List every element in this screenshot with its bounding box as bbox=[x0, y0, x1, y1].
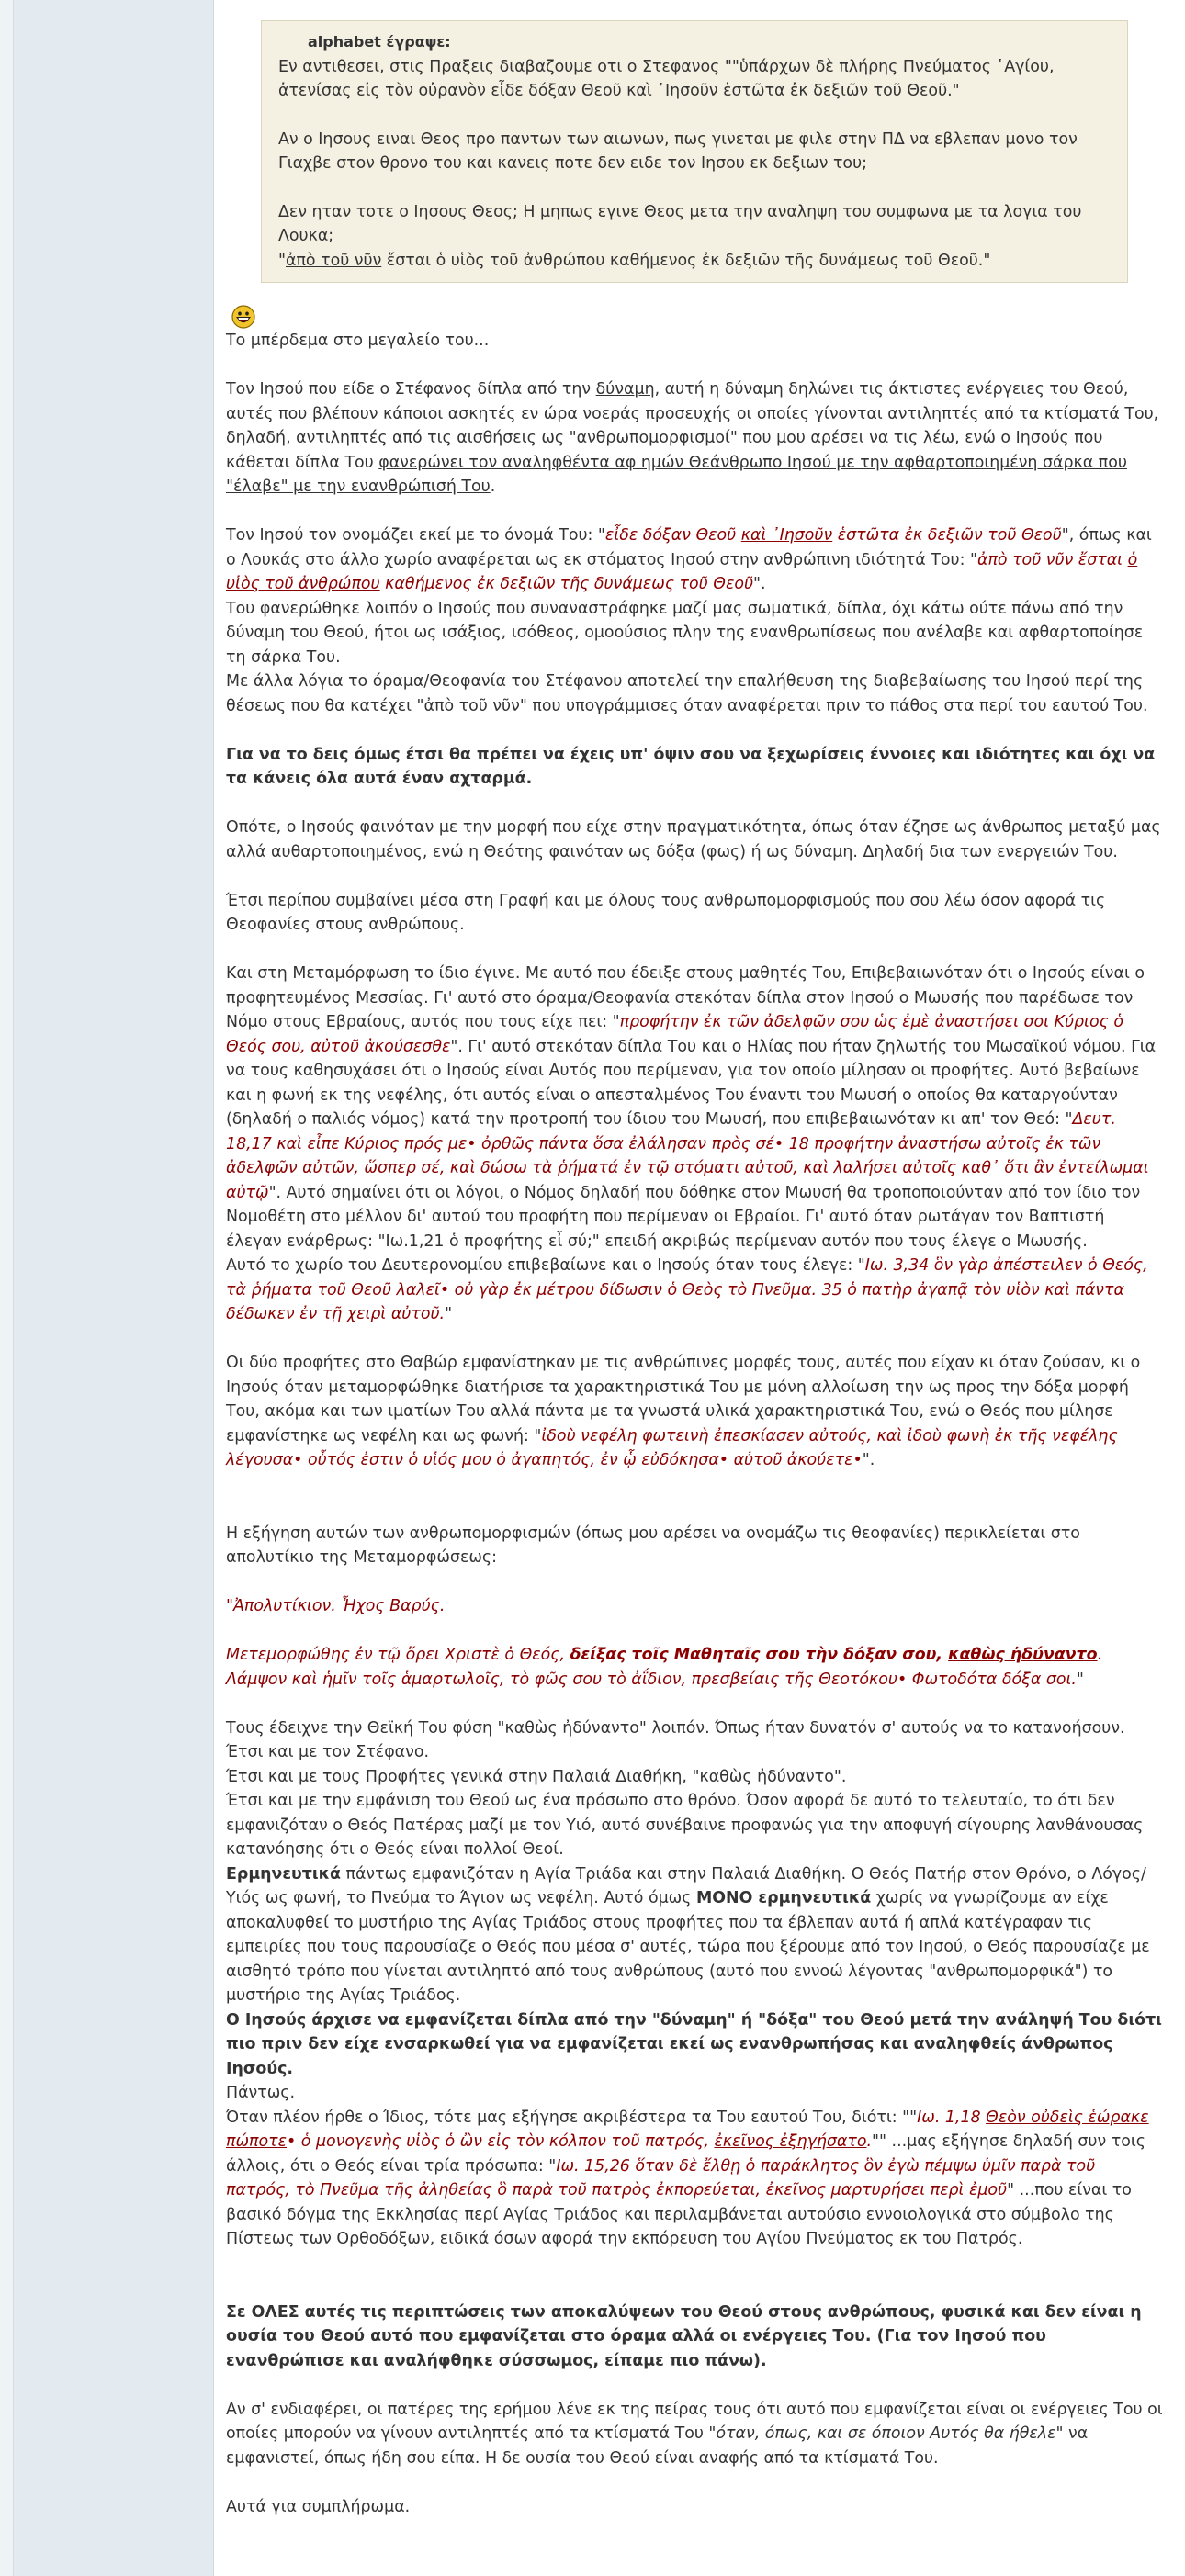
post-paragraph-13: Σε ΟΛΕΣ αυτές τις περιπτώσεις των αποκαλύψεων του Θεού στους ανθρώπους, φυσικά και δεν είναι η ουσία του Θεού αυτό που εμφανίζεται στο όραμα αλλά οι ενέργειες Του. (Για τον Ιησού που ενανθρώπισε και αναλήφθηκε σύσσωμος, είπαμε πιο πάνω). bbox=[226, 2302, 1142, 2370]
ekeinos-exigisato-link[interactable]: ἐκεῖνος ἐξηγήσατο bbox=[714, 2132, 867, 2151]
post-paragraph-2: Τον Ιησού που είδε ο Στέφανος δίπλα από την δύναμη, αυτή η δύναμη δηλώνει τις άκτιστες ενέργειες του Θεού, αυτές που βλέπουν κάποιοι ασκητές εν ώρα νοεράς προσευχής οι οποίες γίνονται αντιληπτές από τα κτίσματά Του, δηλαδή, αντιληπτές από τις αισθήσεις ως "ανθρωπομορφισμοί" που μου αρέσει να τις λέω, ενώ ο Ιησούς που κάθεται δίπλα Του φανερώνει τον αναληφθέντα αφ ημών Θεάνθρωπο Ιησού με την αφθαρτοποιημένη σάρκα που "έλαβε" με την ενανθρώπισή Του. bbox=[226, 380, 1159, 496]
post-paragraph-4: Για να το δεις όμως έτσι θα πρέπει να έχεις υπ' όψιν σου να ξεχωρίσεις έννοιες και ιδιότητες και όχι να τα κάνεις όλα αυτά έναν αχταρμά. bbox=[226, 745, 1156, 788]
post-paragraph-14: Αν σ' ενδιαφέρει, οι πατέρες της ερήμου λένε εκ της πείρας τους ότι αυτό που εμφανίζεται είναι οι ενέργειες Του οι οποίες μπορούν να γίνουν αντιληπτές από τα κτίσματά Του "όταν, όπως, και σε όποιον Αυτός θα ήθελε" να εμφανιστεί, όπως ήδη σου είπα. Η δε ουσία του Θεού είναι αναφής από τα κτίσματά Του. bbox=[226, 2400, 1163, 2468]
dynamis-link[interactable]: δύναμη bbox=[595, 380, 655, 399]
quote-box bbox=[261, 20, 1128, 283]
quote-paragraph-3: Δεν ηταν τοτε ο Ιησους Θεος; Η μηπως εγινε Θεος μετα την αναληψη του συμφωνα με τα λογια του Λουκα; "ἀπὸ τοῦ νῦν ἔσται ὁ υἱὸς τοῦ ἀνθρώπου καθήμενος ἐκ δεξιῶν τῆς δυνάμεως τοῦ Θεοῦ." bbox=[278, 202, 1082, 270]
left-margin-strip bbox=[0, 0, 14, 2576]
post-paragraph-15: Αυτά για συμπλήρωμα. bbox=[226, 2497, 411, 2516]
post-paragraph-8: Οι δύο προφήτες στο Θαβώρ εμφανίστηκαν με τις ανθρώπινες μορφές τους, αυτές που είχαν κι όταν ζούσαν, κι ο Ιησούς όταν μεταμορφώθηκε διατήρισε τα χαρακτηριστικά Του με μόνη αλλοίωση την ως προς την δόξα μορφή Του, ακόμα και των ιματίων Του αλλά πάντα με τα γνωστά υλικά χαρακτηριστικά Του, ενώ ο Θεός που μίλησε εμφανίστηκε ως νεφέλη και ως φωνή: "ἰδοὺ νεφέλη φωτεινὴ ἐπεσκίασεν αὐτούς, καὶ ἰδοὺ φωνὴ ἐκ τῆς νεφέλης λέγουσα• οὗτός ἐστιν ὁ υἱός μου ὁ ἀγαπητός, ἐν ᾧ εὐδόκησα• αὐτοῦ ἀκούετε•". bbox=[226, 1354, 1141, 1469]
kathos-idynanto-link[interactable]: καθὼς ἠδύναντο bbox=[948, 1646, 1098, 1664]
post-paragraph-7: Και στη Μεταμόρφωση το ίδιο έγινε. Με αυτό που έδειξε στους μαθητές Του, Επιβεβαιωνόταν ότι ο Ιησούς είναι ο προφητευμένος Μεσσίας. Γι' αυτό στο όραμα/Θεοφανία στεκόταν δίπλα στον Ιησού ο Μωυσής που παρέδωσε τον Νόμο στους Εβραίους, αυτός που τους είχε πει: "προφήτην ἐκ τῶν ἀδελφῶν σου ὡς ἐμὲ ἀναστήσει σοι Κύριος ὁ Θεός σου, αὐτοῦ ἀκούσεσθε". Γι' αυτό στεκόταν δίπλα Του και ο Ηλίας που ήταν ζηλωτής του Μωσαϊκού νόμου. Για να τους καθησυχάσει ότι ο Ιησούς είναι Αυτός που περίμεναν, για τον οποίο μίλησαν οι προφήτες. Αυτό βεβαίωνε και η φωνή εκ της νεφέλης, ότι αυτός είναι ο απεσταλμένος Του έναντι του Μωυσή ο οποίος θα καταργούνταν (δηλαδή ο παλιός νόμος) κατά την προτροπή του ίδιου του Μωυσή, που επιβεβαιωνόταν κι απ' τον Θεό: "Δευτ. 18,17 καὶ εἶπε Κύριος πρός με• ὀρθῶς πάντα ὅσα ἐλάλησαν πρὸς σέ• 18 προφήτην ἀναστήσω αὐτοῖς ἐκ τῶν ἀδελφῶν αὐτῶν, ὥσπερ σέ, καὶ δώσω τὰ ῥήματά ἐν τῷ στόματι αὐτοῦ, καὶ λαλήσει αὐτοῖς καθ᾿ ὅτι ἂν ἐντείλωμαι αὐτῷ". Αυτό σημαίνει ότι οι λόγοι, ο Νόμος δηλαδή που δόθηκε στον Μωυσή θα τροποποιούνταν από τον ίδιο τον Νομοθέτη στο μέλλον δι' αυτού του προφήτη που περίμεναν οι Εβραίοι. Γι' αυτό όταν ρωτάγαν τον Βαπτιστή έλεγαν ενάρθρως: "Ιω.1,21 ὁ προφήτης εἶ σύ;" επειδή ακριβώς περίμεναν αυτόν που τους έλεγε ο Μωυσής. Αυτό το χωρίο του Δευτερονομίου επιβεβαίωνε και ο Ιησούς όταν τους έλεγε: "Ιω. 3,34 ὃν γὰρ ἀπέστειλεν ὁ Θεός, τὰ ῥήματα τοῦ Θεοῦ λαλεῖ• οὐ γὰρ ἐκ μέτρου δίδωσιν ὁ Θεὸς τὸ Πνεῦμα. 35 ὁ πατὴρ ἀγαπᾷ τὸν υἱὸν καὶ πάντα δέδωκεν ἐν τῇ χειρὶ αὐτοῦ." bbox=[226, 964, 1157, 1323]
quote-author: alphabet έγραψε: bbox=[308, 33, 451, 51]
post-content bbox=[226, 0, 1163, 2519]
yios-anthropou-link[interactable]: ὁ υἱὸς τοῦ ἀνθρώπου bbox=[226, 550, 1138, 593]
theanthropos-link[interactable]: φανερώνει τον αναληφθέντα αφ ημών Θεάνθρωπο Ιησού με την αφθαρτοποιημένη σάρκα που "έλαβε" με την ενανθρώπισή Του bbox=[226, 453, 1127, 496]
apolytikion-title: "Ἀπολυτίκιον. Ἦχος Βαρύς. bbox=[226, 1597, 446, 1615]
laughing-face-icon bbox=[231, 305, 255, 329]
quote-paragraph-2: Αν ο Ιησους ειναι Θεος προ παντων των αιωνων, πως γινεται με φιλε στην ΠΔ να εβλεπαν μονο τον Γιαχβε στον θρονο του και κανεις ποτε δεν ειδε τον Ιησου εκ δεξιων του; bbox=[278, 129, 1078, 173]
theon-oudeis-link[interactable]: Θεὸν οὐδεὶς ἑώρακε πώποτε bbox=[226, 2108, 1149, 2151]
post-paragraph-12: Τους έδειχνε την Θεϊκή Του φύση "καθὼς ἠδύναντο" λοιπόν. Όπως ήταν δυνατόν σ' αυτούς να το κατανοήσουν. Έτσι και με τον Στέφανο. Έτσι και με τους Προφήτες γενικά στην Παλαιά Διαθήκη, "καθὼς ἠδύναντο". Έτσι και με την εμφάνιση του Θεού ως ένα πρόσωπο στο θρόνο. Όσον αφορά δε αυτό το τελευταίο, το ότι δεν εμφανιζόταν ο Θεός Πατέρας μαζί με τον Υιό, αυτό συνέβαινε προφανώς για την αποφυγή σίγουρης λανθάνουσας κατανόησης ότι ο Θεός είναι πολλοί Θεοί. Ερμηνευτικά πάντως εμφανιζόταν η Αγία Τριάδα και στην Παλαιά Διαθήκη. Ο Θεός Πατήρ στον Θρόνο, ο Λόγος/Υιός ως φωνή, το Πνεύμα το Άγιον ως νεφέλη. Αυτό όμως ΜΟΝΟ ερμηνευτικά χωρίς να γνωρίζουμε αν είχε αποκαλυφθεί το μυστήριο της Αγίας Τριάδος στους προφήτες που τα έβλεπαν αυτά ή απλά κατέγραφαν τις εμπειρίες που τους παρουσίαζε ο Θεός που μέσα σ' αυτές, τώρα που ξέρουμε από τον Ιησού, ο Θεός παρουσίαζε με αισθητό τρόπο που γίνεται αντιληπτό από τους ανθρώπους (αυτό που εννοώ λέγοντας "ανθρωπομορφικά") το μυστήριο της Αγίας Τριάδος. Ο Ιησούς άρχισε να εμφανίζεται δίπλα από την "δύναμη" ή "δόξα" του Θεού μετά την ανάληψή Του διότι πιο πριν δεν είχε ενσαρκωθεί για να εμφανίζεται εκεί ως ενανθρωπήσας και αναληφθείς άνθρωπος Ιησούς. Πάντως. Όταν πλέον ήρθε ο Ίδιος, τότε μας εξήγησε ακριβέστερα τα Του εαυτού Του, διότι: ""Ιω. 1,18 Θεὸν οὐδεὶς ἑώρακε πώποτε• ὁ μονογενὴς υἱὸς ὁ ὢν εἰς τὸν κόλπον τοῦ πατρός, ἐκεῖνος ἐξηγήσατο."" ...μας εξήγησε δηλαδή συν τοις άλλοις, ότι ο Θεός είναι τρία πρόσωπα: "Ιω. 15,26 ὅταν δὲ ἔλθῃ ὁ παράκλητος ὃν ἐγὼ πέμψω ὑμῖν παρὰ τοῦ πατρός, τὸ Πνεῦμα τῆς ἀληθείας ὃ παρὰ τοῦ πατρὸς ἐκπορεύεται, ἐκεῖνος μαρτυρήσει περὶ ἐμοῦ" ...που είναι το βασικό δόγμα της Εκκλησίας περί Αγίας Τριάδος και περιλαμβάνεται αυτούσιο εννοιολογικά στο σύμβολο της Πίστεως των Ορθοδόξων, ειδικά όσων αφορά την εκπόρευση του Αγίου Πνεύματος εκ του Πατρός. bbox=[226, 1718, 1162, 2248]
post-paragraph-5: Οπότε, ο Ιησούς φαινόταν με την μορφή που είχε στην πραγματικότητα, όπως όταν έζησε ως άνθρωπος μεταξύ μας αλλά αυθαρτοποιημένος, ενώ η Θεότης φαινόταν ως δόξα (φως) ή ως δύναμη. Δηλαδή δια των ενεργειών Του. bbox=[226, 818, 1161, 861]
quote-paragraph-1: Εν αντιθεσει, στις Πραξεις διαβαζουμε οτι ο Στεφανος ""ὑπάρχων δὲ πλήρης Πνεύματος ῾Αγίου, ἀτενίσας εἰς τὸν οὐρανὸν εἶδε δόξαν Θεοῦ καὶ ᾿Ιησοῦν ἑστῶτα ἐκ δεξιῶν τοῦ Θεοῦ." bbox=[278, 57, 1055, 100]
post-paragraph-6: Έτσι περίπου συμβαίνει μέσα στη Γραφή και με όλους τους ανθρωπομορφισμούς που σου λέω όσον αφορά τις Θεοφανίες στους ανθρώπους. bbox=[226, 891, 1106, 934]
apolytikion-text: Μετεμορφώθης ἐν τῷ ὄρει Χριστὲ ὁ Θεός, δείξας τοῖς Μαθηταῖς σου τὴν δόξαν σου, καθὼς ἠδύναντο. Λάμψον καὶ ἡμῖν τοῖς ἁμαρτωλοῖς, τὸ φῶς σου τὸ ἀΐδιον, πρεσβείαις τῆς Θεοτόκου• Φωτοδότα δόξα σοι." bbox=[226, 1646, 1103, 1689]
kai-iisoun-link[interactable]: καὶ ᾿Ιησοῦν bbox=[740, 526, 833, 545]
post-line-1: Το μπέρδεμα στο μεγαλείο του... bbox=[226, 332, 490, 350]
post-paragraph-3: Τον Ιησού τον ονομάζει εκεί με το όνομά Του: "εἶδε δόξαν Θεοῦ καὶ ᾿Ιησοῦν ἑστῶτα ἐκ δεξιῶν τοῦ Θεοῦ", όπως και ο Λουκάς στο άλλο χωρίο αναφέρεται ως εκ στόματος Ιησού στην ανθρώπινη ιδιότητά Του: "ἀπὸ τοῦ νῦν ἔσται ὁ υἱὸς τοῦ ἀνθρώπου καθήμενος ἐκ δεξιῶν τῆς δυνάμεως τοῦ Θεοῦ". Του φανερώθηκε λοιπόν ο Ιησούς που συναναστράφηκε μαζί μας σωματικά, δίπλα, όχι κάτω ούτε πάνω από την δύναμη του Θεού, ήτοι ως ισάξιος, ισόθεος, ομοούσιος πλην της ενανθρωπίσεως που ανέλαβε και αφθαρτοποίησε τη σάρκα Του. Με άλλα λόγια το όραμα/Θεοφανία του Στέφανου αποτελεί την επαλήθευση της διαβεβαίωσης του Ιησού περί της θέσεως που θα κατέχει "ἀπὸ τοῦ νῦν" που υπογράμμισες όταν αναφέρεται πριν το πάθος στα περί του εαυτού Του. bbox=[226, 526, 1152, 715]
post-paragraph-9: Η εξήγηση αυτών των ανθρωπομορφισμών (όπως μου αρέσει να ονομάζω τις θεοφανίες) περικλείεται στο απολυτίκιο της Μεταμορφώσεως: bbox=[226, 1524, 1080, 1567]
